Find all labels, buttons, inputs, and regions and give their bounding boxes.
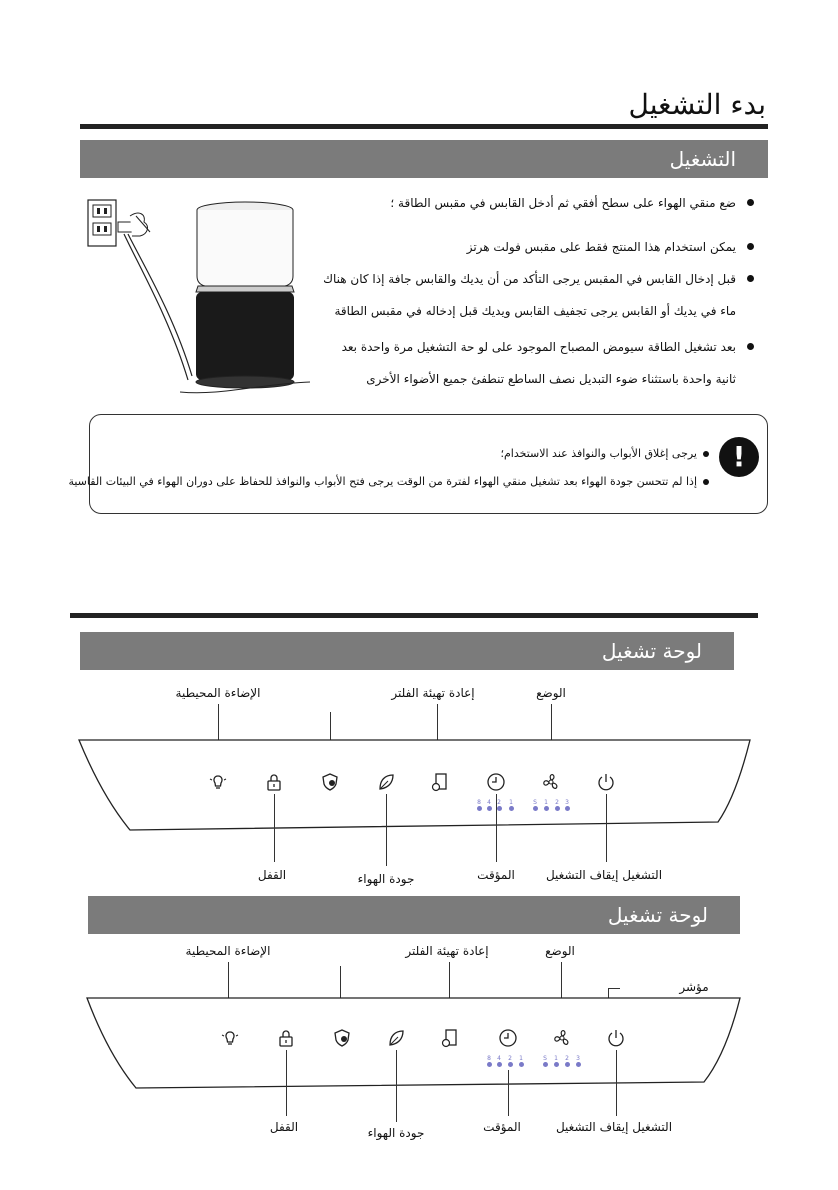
mode-indicator-label: 2 bbox=[555, 799, 559, 806]
mode-indicator-dot bbox=[533, 806, 538, 811]
note-item bbox=[68, 475, 697, 488]
note-item bbox=[500, 447, 697, 460]
label-air-quality: جودة الهواء bbox=[357, 872, 415, 886]
label-filter-reset: إعادة تهيئة الفلتر bbox=[391, 686, 475, 700]
section-header-panel-1-label: لوحة تشغيل bbox=[601, 639, 702, 663]
bullet-text: ماء في يديك أو القابس يرجى تجفيف القابس ويديك قبل إدخاله في مقبس الطاقة bbox=[334, 304, 736, 318]
mode-indicator-label: 3 bbox=[565, 799, 569, 806]
label-timer: المؤقت bbox=[483, 1120, 521, 1134]
section-header-panel-1 bbox=[80, 632, 734, 670]
mode-indicator-dot bbox=[554, 1062, 559, 1067]
filter-reset-icon[interactable] bbox=[440, 1028, 460, 1048]
label-lock: القفل bbox=[257, 868, 287, 882]
lock-icon[interactable] bbox=[276, 1028, 296, 1048]
bullet-dot bbox=[703, 451, 709, 457]
ambient-light-icon[interactable] bbox=[220, 1028, 240, 1048]
label-filter-reset: إعادة تهيئة الفلتر bbox=[405, 944, 489, 958]
label-mode: الوضع bbox=[536, 686, 566, 700]
mode-indicator-label: 1 bbox=[554, 1055, 558, 1062]
section-header-operation-label: التشغيل bbox=[669, 147, 736, 171]
bullet-dot bbox=[747, 343, 754, 350]
timer-indicator-label: 1 bbox=[519, 1055, 523, 1062]
shield-icon[interactable] bbox=[320, 772, 340, 792]
bullet-text: بعد تشغيل الطاقة سيومض المصباح الموجود على لو حة التشغيل مرة واحدة بعد bbox=[341, 340, 736, 354]
bullet-text: ضع منقي الهواء على سطح أفقي ثم أدخل القابس في مقبس الطاقة ؛ bbox=[390, 196, 736, 210]
page-title: بدء التشغيل bbox=[628, 88, 766, 121]
section-header-operation bbox=[80, 140, 768, 178]
label-power: التشغيل إيقاف التشغيل bbox=[555, 1120, 673, 1134]
leader-line bbox=[274, 794, 275, 862]
timer-indicator-dot bbox=[508, 1062, 513, 1067]
operation-bullets bbox=[104, 196, 754, 396]
mode-indicator-label: S bbox=[533, 799, 537, 806]
bullet-dot bbox=[747, 243, 754, 250]
shield-icon[interactable] bbox=[332, 1028, 352, 1048]
timer-indicator-dot bbox=[497, 1062, 502, 1067]
control-panel-outline bbox=[86, 994, 742, 1094]
bullet-text: ثانية واحدة باستثناء ضوء التبديل نصف الساطع تنطفئ جميع الأضواء الأخرى bbox=[366, 372, 736, 386]
power-icon[interactable] bbox=[596, 772, 616, 792]
leader-line bbox=[606, 794, 607, 862]
section-header-panel-2-label: لوحة تشغيل bbox=[607, 903, 708, 927]
mode-indicator-dot bbox=[544, 806, 549, 811]
mode-indicator-dot bbox=[565, 806, 570, 811]
timer-icon[interactable] bbox=[486, 772, 506, 792]
timer-indicator-dot bbox=[487, 806, 492, 811]
filter-reset-icon[interactable] bbox=[430, 772, 450, 792]
mode-indicator-label: S bbox=[543, 1055, 547, 1062]
lock-icon[interactable] bbox=[264, 772, 284, 792]
leader-line bbox=[508, 1070, 509, 1116]
timer-indicator-label: 1 bbox=[509, 799, 513, 806]
timer-indicator-dot bbox=[487, 1062, 492, 1067]
leader-line bbox=[616, 1050, 617, 1116]
timer-indicator-dot bbox=[509, 806, 514, 811]
leader-line bbox=[496, 794, 497, 862]
timer-indicator-dot bbox=[519, 1062, 524, 1067]
leader-line bbox=[386, 794, 387, 866]
label-timer: المؤقت bbox=[477, 868, 515, 882]
leader-line bbox=[608, 988, 620, 989]
label-ambient-light: الإضاءة المحيطية bbox=[175, 686, 261, 700]
leaf-icon[interactable] bbox=[386, 1028, 406, 1048]
section-rule bbox=[70, 613, 758, 618]
note-text: إذا لم تتحسن جودة الهواء بعد تشغيل منقي الهواء لفترة من الوقت يرجى فتح الأبواب والنوافذ للحفاظ على دوران الهواء في البيئات القاسية bbox=[68, 475, 697, 488]
label-ambient-light: الإضاءة المحيطية bbox=[185, 944, 271, 958]
note-text: يرجى إغلاق الأبواب والنوافذ عند الاستخدام؛ bbox=[500, 447, 697, 460]
bullet-text: قبل إدخال القابس في المقبس يرجى التأكد من أن يديك والقابس جافة إذا كان هناك bbox=[323, 272, 736, 286]
bullet-dot bbox=[703, 479, 709, 485]
timer-indicator-dot bbox=[497, 806, 502, 811]
mode-indicator-dot bbox=[555, 806, 560, 811]
label-lock: القفل bbox=[269, 1120, 299, 1134]
timer-indicator-label: 2 bbox=[508, 1055, 512, 1062]
timer-indicator-label: 2 bbox=[497, 799, 501, 806]
timer-icon[interactable] bbox=[498, 1028, 518, 1048]
leader-line bbox=[286, 1050, 287, 1116]
leader-line bbox=[396, 1050, 397, 1122]
fan-icon[interactable] bbox=[552, 1028, 572, 1048]
bullet-text: يمكن استخدام هذا المنتج فقط على مقبس فولت هرتز bbox=[466, 240, 736, 254]
fan-icon[interactable] bbox=[541, 772, 561, 792]
warning-note-box bbox=[68, 414, 768, 514]
timer-indicator-label: 4 bbox=[487, 799, 491, 806]
timer-indicator-label: 4 bbox=[497, 1055, 501, 1062]
label-power: التشغيل إيقاف التشغيل bbox=[545, 868, 663, 882]
label-indicator: مؤشر bbox=[679, 980, 709, 994]
bullet-dot bbox=[747, 275, 754, 282]
timer-indicator-label: 8 bbox=[487, 1055, 491, 1062]
timer-indicator-label: 8 bbox=[477, 799, 481, 806]
control-panel-outline bbox=[78, 736, 752, 836]
mode-indicator-label: 1 bbox=[544, 799, 548, 806]
mode-indicator-label: 3 bbox=[576, 1055, 580, 1062]
label-mode: الوضع bbox=[545, 944, 575, 958]
mode-indicator-dot bbox=[576, 1062, 581, 1067]
leaf-icon[interactable] bbox=[376, 772, 396, 792]
ambient-light-icon[interactable] bbox=[208, 772, 228, 792]
section-header-panel-2 bbox=[88, 896, 740, 934]
mode-indicator-dot bbox=[543, 1062, 548, 1067]
timer-indicator-dot bbox=[477, 806, 482, 811]
mode-indicator-dot bbox=[565, 1062, 570, 1067]
label-air-quality: جودة الهواء bbox=[367, 1126, 425, 1140]
bullet-dot bbox=[747, 199, 754, 206]
mode-indicator-label: 2 bbox=[565, 1055, 569, 1062]
exclamation-icon: ! bbox=[719, 437, 759, 477]
power-icon[interactable] bbox=[606, 1028, 626, 1048]
title-rule bbox=[80, 124, 768, 129]
